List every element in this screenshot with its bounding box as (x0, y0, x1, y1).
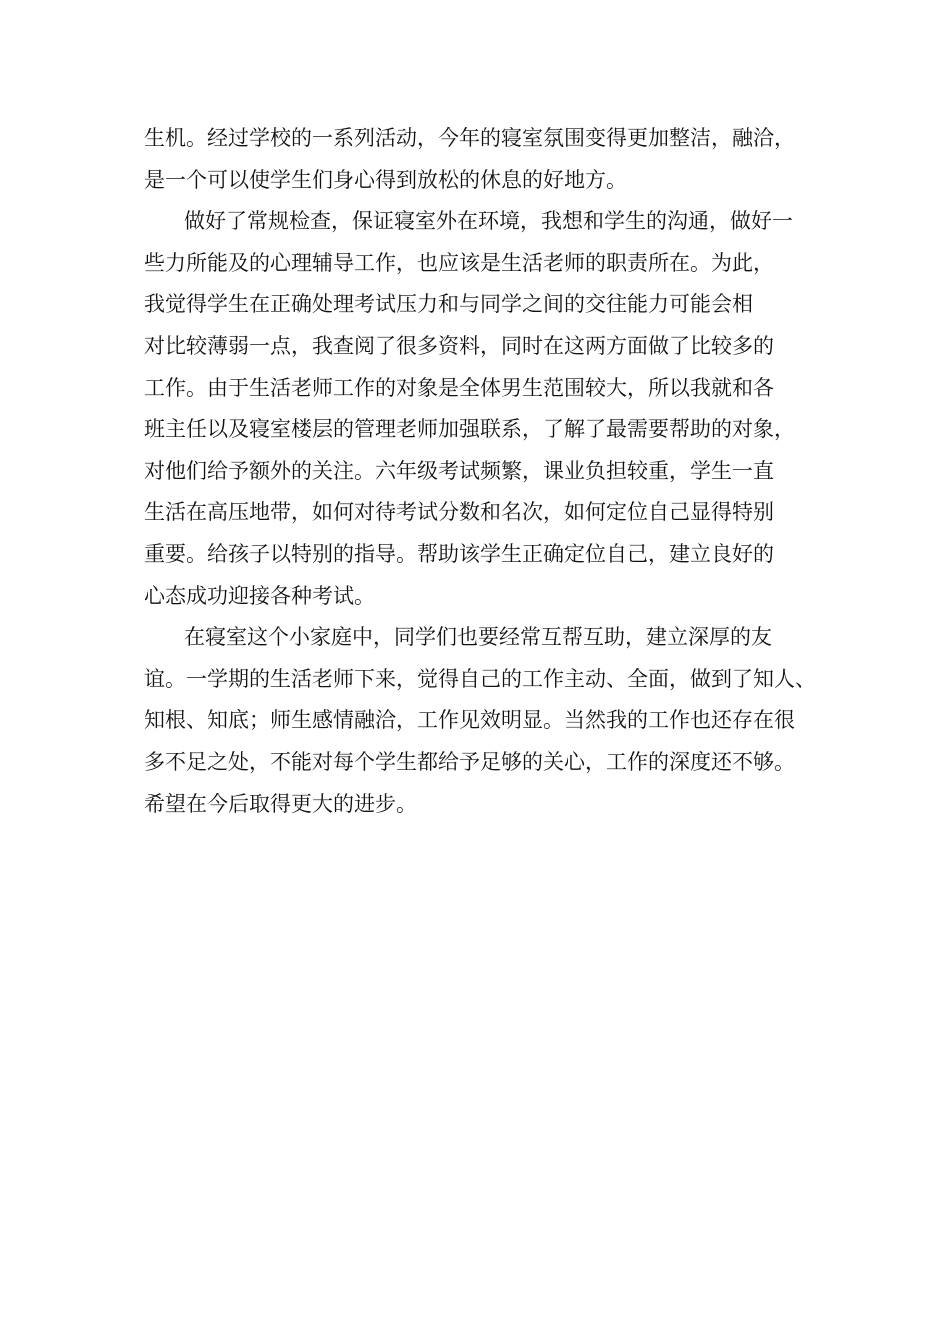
text-line: 希望在今后取得更大的进步。 (144, 791, 417, 816)
text-line: 生活在高压地带，如何对待考试分数和名次，如何定位自己显得特别 (144, 500, 774, 525)
text-line: 班主任以及寝室楼层的管理老师加强联系，了解了最需要帮助的对象， (144, 417, 795, 442)
text-line: 些力所能及的心理辅导工作，也应该是生活老师的职责所在。为此， (144, 250, 774, 275)
text-line: 心态成功迎接各种考试。 (144, 583, 375, 608)
body-text (144, 118, 824, 825)
text-line: 知根、知底；师生感情融洽，工作见效明显。当然我的工作也还存在很 (144, 708, 795, 733)
text-line: 做好了常规检查，保证寝室外在环境，我想和学生的沟通，做好一 (184, 209, 793, 234)
text-line: 我觉得学生在正确处理考试压力和与同学之间的交往能力可能会相 (144, 292, 753, 317)
text-line: 谊。一学期的生活老师下来，觉得自己的工作主动、全面，做到了知人、 (144, 666, 816, 691)
text-line: 是一个可以使学生们身心得到放松的休息的好地方。 (144, 167, 627, 192)
text-line: 多不足之处，不能对每个学生都给予足够的关心，工作的深度还不够。 (144, 749, 795, 774)
text-line: 对他们给予额外的关注。六年级考试频繁，课业负担较重，学生一直 (144, 458, 774, 483)
text-line: 生机。经过学校的一系列活动，今年的寝室氛围变得更加整洁，融洽， (144, 126, 795, 150)
text-line: 对比较薄弱一点，我查阅了很多资料，同时在这两方面做了比较多的 (144, 333, 774, 358)
text-line: 在寝室这个小家庭中，同学们也要经常互帮互助，建立深厚的友 (184, 625, 772, 650)
text-line: 工作。由于生活老师工作的对象是全体男生范围较大，所以我就和各 (144, 375, 774, 400)
text-line: 重要。给孩子以特别的指导。帮助该学生正确定位自己，建立良好的 (144, 541, 774, 566)
